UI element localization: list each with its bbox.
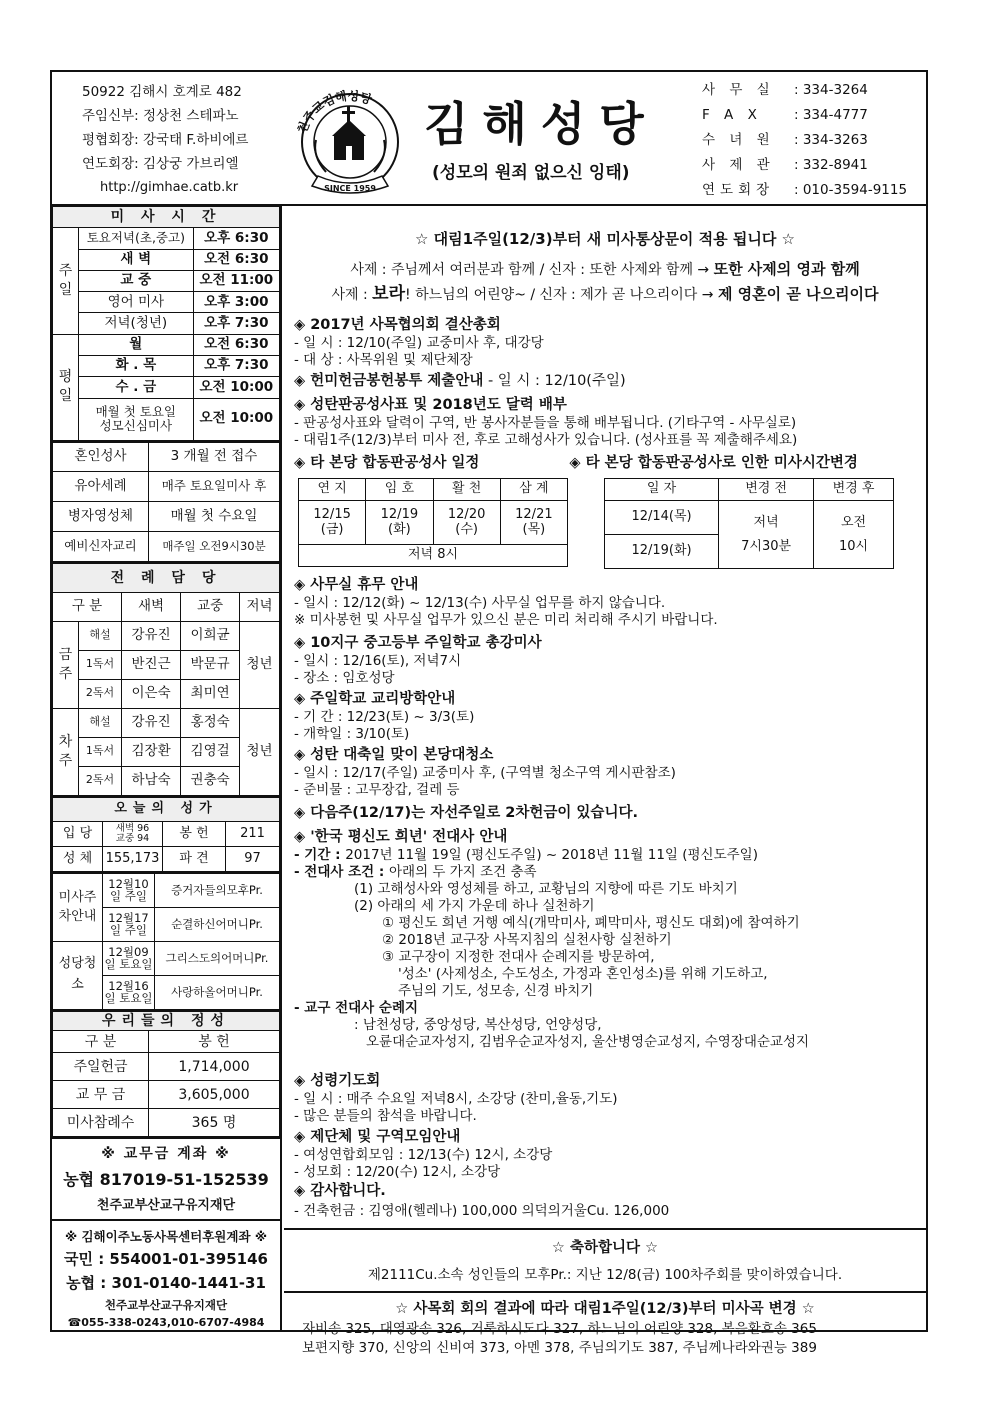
notice-council-meeting: ◈ 2017년 사목협의회 결산총회 - 일 시 : 12/10(주일) 교중미사 후, 대강당 - 대 상 : 사목위원 및 제단체장 [294,317,544,368]
notice-charity-sunday: ◈ 다음주(12/17)는 자선주일로 2차헌금이 있습니다. [294,805,638,821]
bottom-announcements: ☆ 축하합니다 ☆ 제2111Cu.소속 성인들의 모후Pr.: 지난 12/8(금) 100차주회를 맞이하였습니다. ☆ 사목회 회의 결과에 따라 대림1주일(12/3)부터 미사곡 변경 ☆ 자비송 325, 대영광송 326, 거룩하시도다 327, 하느님의 어린양 328, 복음환호송 365 보편지향 370, 신앙의 신비여 373, 아멘 378, 주님의기도 387, 주님께나라와권능 389 [284,1228,926,1330]
bulletin-frame [50,70,928,1356]
svg-text:천주교김해성당 [294,88,374,136]
table-row: 연 지 임 호 활 천 삼 계 [299,479,568,501]
table-row: 주일 토요저녁(초,중고) 오후 6:30 [53,228,280,249]
table-row: 저녁 8시 [299,545,568,567]
table-row: 차주 해설 강유진 홍정숙 청년 [53,708,280,737]
contact-rectory: 사 제 관 : 332-8941 [702,157,868,173]
page-subtitle: (성모의 원죄 없으신 잉태) [432,163,630,183]
table-row: 교 중 오전 11:00 [53,270,280,291]
table-row: 병자영성체 매월 첫 수요일 [53,502,280,532]
offering-table [52,1010,280,1138]
table-row: 저녁(청년) 오후 7:30 [53,313,280,334]
parish-logo [288,84,412,200]
table-row: 12/19(화) [605,535,894,569]
table-row: 미사주차안내 12월10일 주일 증거자들의모후Pr. [53,873,280,907]
mass-intent-table [52,872,280,1010]
notice-church-cleaning: ◈ 성탄 대축일 맞이 본당대청소 - 일시 : 12/17(주일) 교중미사 후, (구역별 청소구역 게시판참조) - 준비물 : 고무장갑, 걸레 등 [294,747,676,798]
table-row: 교 무 금 3,605,000 [53,1081,280,1109]
table-row: 12/15 (금) 12/19 (화) 12/20 (수) 12/21 (목) [299,501,568,545]
council-president: 평협회장: 강국태 F.하비에르 [82,132,249,148]
left-column [52,206,282,1330]
table-row: 구 분 새벽 교중 저녁 [53,592,280,621]
address: 50922 김해시 호계로 482 [82,84,242,100]
pastor: 주임신부: 정상천 스테파노 [82,108,239,124]
table-row: 12월16일 토요일 사랑하올어머니Pr. [53,975,280,1009]
table-row: 2독서 하남숙 권충숙 [53,766,280,795]
table-row: 영어 미사 오후 3:00 [53,292,280,313]
table-row: 유아세례 매주 토요일미사 후 [53,472,280,502]
table-row: 화 . 목 오후 7:30 [53,356,280,377]
tithe-account: ※ 교무금 계좌 ※ 농협 817019-51-152539 천주교부산교구유지재단 [52,1137,280,1219]
page-title: 김해성당 [424,97,658,151]
liturgy-duty-table [52,562,280,796]
joint-confession-table [298,478,568,567]
header [52,72,926,206]
weekday-label: 평일 [53,334,79,440]
notice-prayer-meeting: ◈ 성령기도회 - 일 시 : 매주 수요일 저녁8시, 소강당 (찬미,율동,기도) - 많은 분들의 참석을 바랍니다. [294,1073,618,1124]
sacraments-table [52,441,280,563]
table-row: 예비신자교리 매주일 오전9시30분 [53,532,280,562]
table-row: 혼인성사 3 개월 전 접수 [53,442,280,472]
notice-indulgence: ◈ '한국 평신도 희년' 전대사 안내 - 기간 : 2017년 11월 19일 (평신도주일) ~ 2018년 11월 11일 (평신도주일) - 전대사 조건 : 아래의 두 가지 조건 충족 (1) 고해성사와 영성체를 하고, 교황님의 지향에 따른 기도 바치기 (2) 아래의 세 가지 가운데 하나 실천하기 ① 평신도 희년 거행 예식(개막미사, 폐막미사, 평신도 대회)에 참여하기 ② 2018년 교구장 사목지침의 실천사항 실천하기 ③ 교구장이 지정한 전대사 순례지를 방문하여, '성소' (사제성소, 수도성소, 가정과 혼인성소)를 위해 기도하고, 주님의 기도, 성모송, 신경 바치기 - 교구 전대사 순례지 : 남천성당, 중앙성당, 복산성당, 언양성당, 오륜대순교자성지, 김범우순교자성지, 울산병영순교성지, 수영장대순교성지 [294,829,810,1050]
tithe-account-number: 농협 817019-51-152539 [63,1170,269,1190]
parish-info [82,80,302,200]
hymn-title: 오늘의 성가 [53,797,280,822]
contact-fax: F A X : 334-4777 [702,107,868,123]
logo-since: SINCE 1959 [324,184,376,193]
contact-legion: 연도회장 : 010-3594-9115 [702,182,908,198]
new-missal-banner: ☆ 대림1주일(12/3)부터 새 미사통상문이 적용 됩니다 ☆ [415,230,795,248]
table-row: 성 체 155,173 파 견 97 [53,847,280,872]
table-row: 평일 월 오전 6:30 [53,334,280,355]
website-link[interactable]: http://gimhae.catb.kr [100,180,239,195]
offering-title: 우리들의 정성 [53,1011,280,1031]
legion-president: 연도회장: 김상궁 가브리엘 [82,156,239,172]
rite-changes: 사제 : 주님께서 여러분과 함께 / 신자 : 또한 사제와 함께 → 또한 사제의 영과 함께 사제 : 보라! 하느님의 어린양~ / 신자 : 제가 곧 나으리이다 → 제 영혼이 곧 나으리이다 [331,260,879,305]
notice-joint-confession: ◈ 타 본당 합동판공성사 일정 ◈ 타 본당 합동판공성사로 인한 미사시간변경 [294,455,858,471]
table-row: 1독서 반진근 박문규 [53,650,280,679]
table-row: 성당청소 12월09일 토요일 그리스도의어머니Pr. [53,941,280,975]
table-row: 매월 첫 토요일 성모신심미사 오전 10:00 [53,398,280,440]
table-row: 미사참례수 365 명 [53,1109,280,1137]
notice-youth-mass: ◈ 10지구 중고등부 주일학교 총강미사 - 일시 : 12/16(토), 저녁7시 - 장소 : 임호성당 [294,635,542,686]
table-row: 구 분 봉 헌 [53,1031,280,1053]
notice-group-meetings: ◈ 제단체 및 구역모임안내 - 여성연합회모임 : 12/13(수) 12시, 소강당 - 성모회 : 12/20(수) 12시, 소강당 [294,1129,553,1180]
notice-envelope: ◈ 헌미헌금봉헌봉투 제출안내 - 일 시 : 12/10(주일) [294,373,626,389]
notice-confession-calendar: ◈ 성탄판공성사표 및 2018년도 달력 배부 - 판공성사표와 달력이 구역, 반 봉사자분들을 통해 배부됩니다. (기타구역 - 사무실로) - 대림1주(12/3)부터 미사 전, 후로 고해성사가 있습니다. (성사표를 꼭 제출해주세요) [294,397,798,448]
table-row: 새 벽 오전 6:30 [53,249,280,270]
table-row: 주일헌금 1,714,000 [53,1053,280,1081]
mass-time-change-table [604,478,894,569]
table-row: 12/14(목) 저녁 7시30분 오전 10시 [605,501,894,535]
contact-office: 사 무 실 : 334-3264 [702,82,868,98]
mass-schedule-title: 미 사 시 간 [53,207,280,228]
migrant-center-account: ※ 김해이주노동사목센터후원계좌 ※ 국민 : 554001-01-395146 농협 : 301-0140-1441-31 천주교부산교구유지재단 ☎055-338-0243,010-6707-4984 [52,1219,280,1329]
notice-thanks-body: - 건축헌금 : 김영애(헬레나) 100,000 의덕의거울Cu. 126,000 [294,1203,670,1219]
logo-top-text: 천주교김해성당 [294,88,374,136]
contact-convent: 수 녀 원 : 334-3263 [702,132,868,148]
mass-schedule-table [52,206,280,441]
notices-column [284,206,926,1356]
table-row: 일 자 변경 전 변경 후 [605,479,894,501]
notice-office-closed: ◈ 사무실 휴무 안내 - 일시 : 12/12(화) ~ 12/13(수) 사무실 업무를 하지 않습니다. ※ 미사봉헌 및 사무실 업무가 있으신 분은 미리 처리해 주시기 바랍니다. [294,577,718,628]
table-row: 2독서 이은숙 최미연 [53,679,280,708]
notice-thanks: ◈ 감사합니다. [294,1183,386,1199]
table-row: 12월17일 주일 순결하신어머니Pr. [53,907,280,941]
table-row: 금주 해설 강유진 이희균 청년 [53,621,280,650]
table-row: 수 . 금 오전 10:00 [53,377,280,398]
contact-list [702,78,924,203]
table-row: 1독서 김장환 김영걸 [53,737,280,766]
sunday-label: 주일 [53,228,79,334]
hymn-table [52,796,280,873]
notice-school-vacation: ◈ 주일학교 교리방학안내 - 기 간 : 12/23(토) ~ 3/3(토) - 개학일 : 3/10(토) [294,691,475,742]
table-row: 입 당 새벽 96 교중 94 봉 헌 211 [53,822,280,847]
liturgy-duty-title: 전 례 담 당 [53,563,280,592]
